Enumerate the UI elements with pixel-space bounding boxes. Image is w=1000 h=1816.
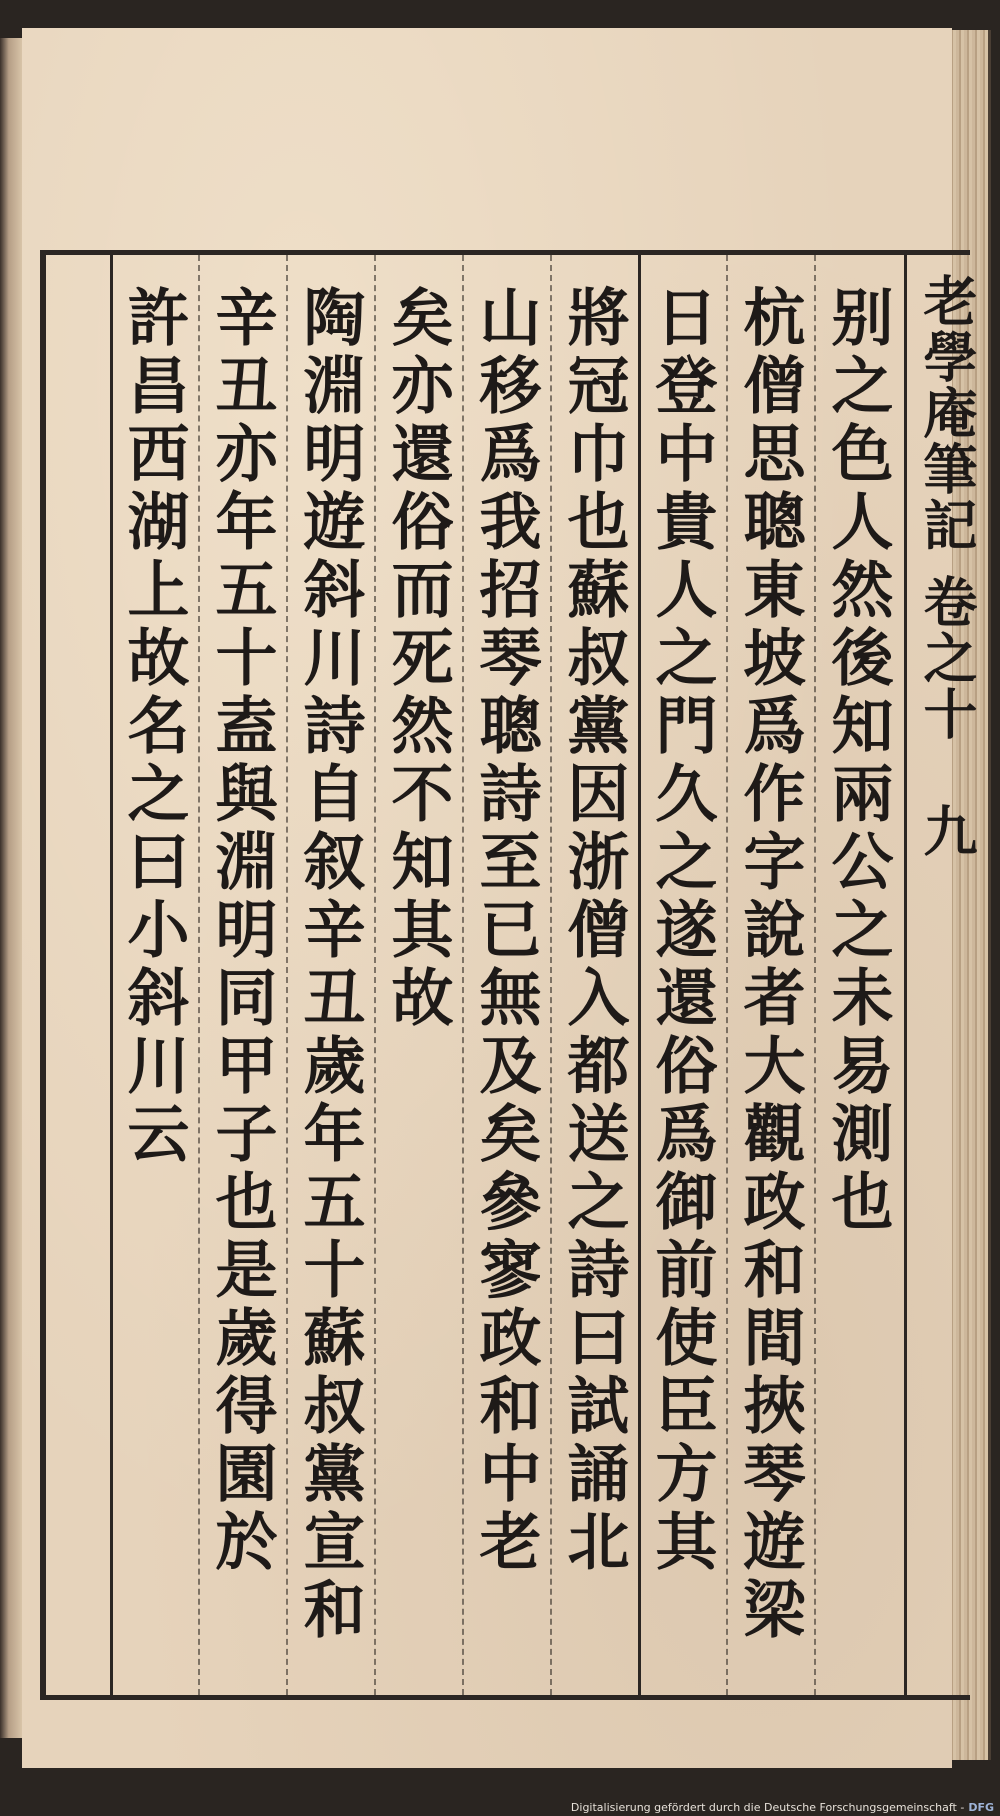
dfg-logo: DFG <box>968 1801 994 1814</box>
credit-text: Digitalisierung gefördert durch die Deutsche Forschungsgemeinschaft - <box>570 1801 965 1814</box>
column-divider <box>462 255 464 1695</box>
text-column-9: 許昌西湖上故名之曰小斜川云 <box>117 285 190 1169</box>
column-divider <box>550 255 552 1695</box>
column-divider <box>814 255 816 1695</box>
text-column-3: 日登中貴人之門久之遂還俗爲御前使臣方其 <box>645 285 718 1577</box>
column-divider <box>286 255 288 1695</box>
column-divider <box>726 255 728 1695</box>
text-column-8: 辛丑亦年五十盍與淵明同甲子也是歲得園於 <box>205 285 278 1577</box>
digitization-credit <box>571 1801 994 1814</box>
text-column-1: 别之色人然後知兩公之未易測也 <box>821 285 894 1237</box>
text-column-2: 杭僧思聰東坡爲作字說者大觀政和間挾琴遊梁 <box>733 285 806 1645</box>
text-column-7: 陶淵明遊斜川詩自叙辛丑歲年五十蘇叔黨宣和 <box>293 285 366 1645</box>
printed-frame <box>40 250 979 1700</box>
column-divider <box>374 255 376 1695</box>
column-divider <box>198 255 200 1695</box>
page-header <box>916 255 986 1723</box>
heading-divider <box>904 255 907 1695</box>
column-divider <box>638 255 641 1695</box>
book-left-edge <box>0 38 22 1738</box>
text-column-5: 山移爲我招琴聰詩至已無及矣參寥政和中老 <box>469 285 542 1577</box>
book-page <box>22 28 979 1768</box>
text-column-6: 矣亦還俗而死然不知其故 <box>381 285 454 1033</box>
page-header-title: 老學庵筆記 卷之十 <box>915 273 979 742</box>
column-divider <box>110 255 113 1695</box>
page-number: 九 <box>915 802 979 859</box>
text-column-4: 將冠巾也蘇叔黨因浙僧入都送之詩曰試誦北 <box>557 285 630 1577</box>
